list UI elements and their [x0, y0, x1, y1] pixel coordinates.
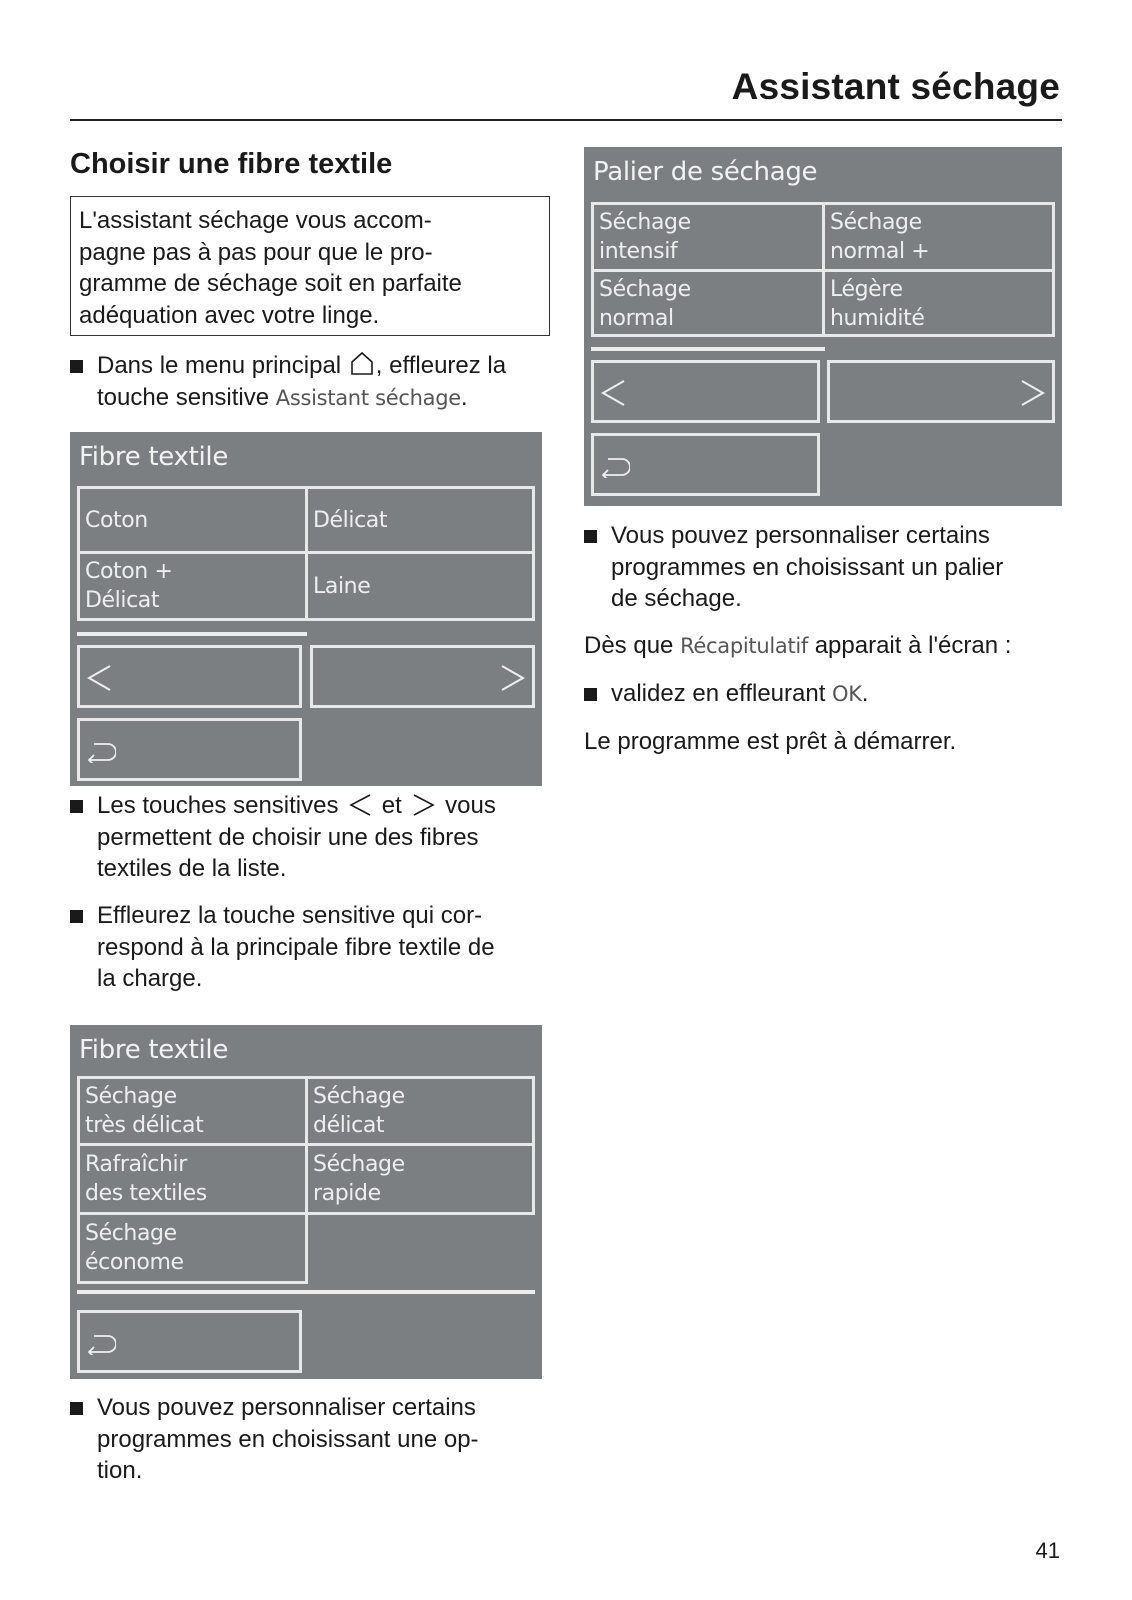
bullet-square	[584, 688, 597, 701]
bullet-square	[70, 360, 83, 373]
page-number: 41	[1035, 1538, 1060, 1563]
option-laine[interactable]: Laine	[305, 551, 535, 621]
intro-text: L'assistant séchage vous accom- pagne pas à pas pour que le pro- gramme de séchage soit en parfaite adéquation avec votre linge.	[79, 207, 462, 329]
step-6: validez en effleurant OK.	[584, 678, 1064, 711]
intro-box	[70, 196, 550, 336]
scrollbar-indicator	[77, 1290, 535, 1294]
option-coton[interactable]: Coton	[77, 486, 308, 554]
section-title: Choisir une fibre textile	[70, 148, 393, 180]
screen-title: Palier de séchage	[593, 157, 818, 187]
option-coton-delicat[interactable]: Coton + Délicat	[77, 551, 308, 621]
key-assistant-sechage: Assistant séchage	[275, 385, 461, 410]
next-button[interactable]	[310, 645, 535, 708]
page-header-title: Assistant séchage	[731, 66, 1060, 107]
option-sechage-econome[interactable]: Séchage économe	[77, 1212, 308, 1284]
option-sechage-normal[interactable]: Séchage normal	[591, 269, 825, 337]
chevron-left-icon	[86, 664, 112, 692]
back-button[interactable]	[77, 718, 302, 781]
step-1-text-after: , effleurez la touche sensitive	[97, 352, 507, 411]
header-rule	[70, 119, 1062, 121]
option-rafraichir-textiles[interactable]: Rafraîchir des textiles	[77, 1143, 308, 1215]
bullet-square	[70, 800, 83, 813]
step-2: Les touches sensitives et vous permettent de choisir une des fibres textiles de la liste.	[70, 790, 550, 885]
bullet-square	[70, 1402, 83, 1415]
option-delicat[interactable]: Délicat	[305, 486, 535, 554]
next-button[interactable]	[827, 360, 1055, 423]
bullet-square	[70, 910, 83, 923]
screen-title: Fibre textile	[79, 442, 229, 472]
option-sechage-delicat[interactable]: Séchage délicat	[305, 1076, 535, 1146]
back-button[interactable]	[591, 433, 820, 496]
option-sechage-rapide[interactable]: Séchage rapide	[305, 1143, 535, 1215]
home-icon	[350, 351, 374, 376]
back-arrow-icon	[600, 456, 630, 478]
step-1-text: Dans le menu principal	[97, 352, 348, 379]
back-button[interactable]	[77, 1310, 302, 1373]
chevron-right-icon	[500, 664, 526, 692]
screen-fibre-textile-2	[70, 1025, 542, 1379]
option-sechage-normal-plus[interactable]: Séchage normal +	[822, 202, 1055, 272]
ready-paragraph: Le programme est prêt à démarrer.	[584, 728, 957, 755]
option-sechage-intensif[interactable]: Séchage intensif	[591, 202, 825, 272]
screen-fibre-textile-1	[70, 432, 542, 786]
key-ok: OK	[832, 682, 862, 706]
step-5: Vous pouvez personnaliser certains programmes en choisissant un palier de séchage.	[584, 520, 1064, 615]
key-recapitulatif: Récapitulatif	[680, 634, 809, 658]
scrollbar-indicator	[77, 632, 307, 636]
back-arrow-icon	[86, 741, 116, 763]
prev-button[interactable]	[591, 360, 820, 423]
chevron-right-icon	[1020, 379, 1046, 407]
prev-button[interactable]	[77, 645, 302, 708]
scrollbar-indicator	[591, 347, 825, 351]
recap-paragraph: Dès que Récapitulatif apparait à l'écran :	[584, 632, 1012, 659]
step-4: Vous pouvez personnaliser certains programmes en choisissant une op- tion.	[70, 1392, 550, 1487]
bullet-square	[584, 530, 597, 543]
chevron-left-icon	[348, 793, 372, 817]
chevron-left-icon	[600, 379, 626, 407]
chevron-right-icon	[412, 793, 436, 817]
back-arrow-icon	[86, 1333, 116, 1355]
step-1: Dans le menu principal , effleurez la touche sensitive Assistant séchage.	[70, 350, 550, 414]
screen-title: Fibre textile	[79, 1035, 229, 1065]
option-sechage-tres-delicat[interactable]: Séchage très délicat	[77, 1076, 308, 1146]
option-legere-humidite[interactable]: Légère humidité	[822, 269, 1055, 337]
screen-palier-sechage	[584, 147, 1062, 506]
step-3: Effleurez la touche sensitive qui cor- respond à la principale fibre textile de la charge.	[70, 900, 550, 995]
